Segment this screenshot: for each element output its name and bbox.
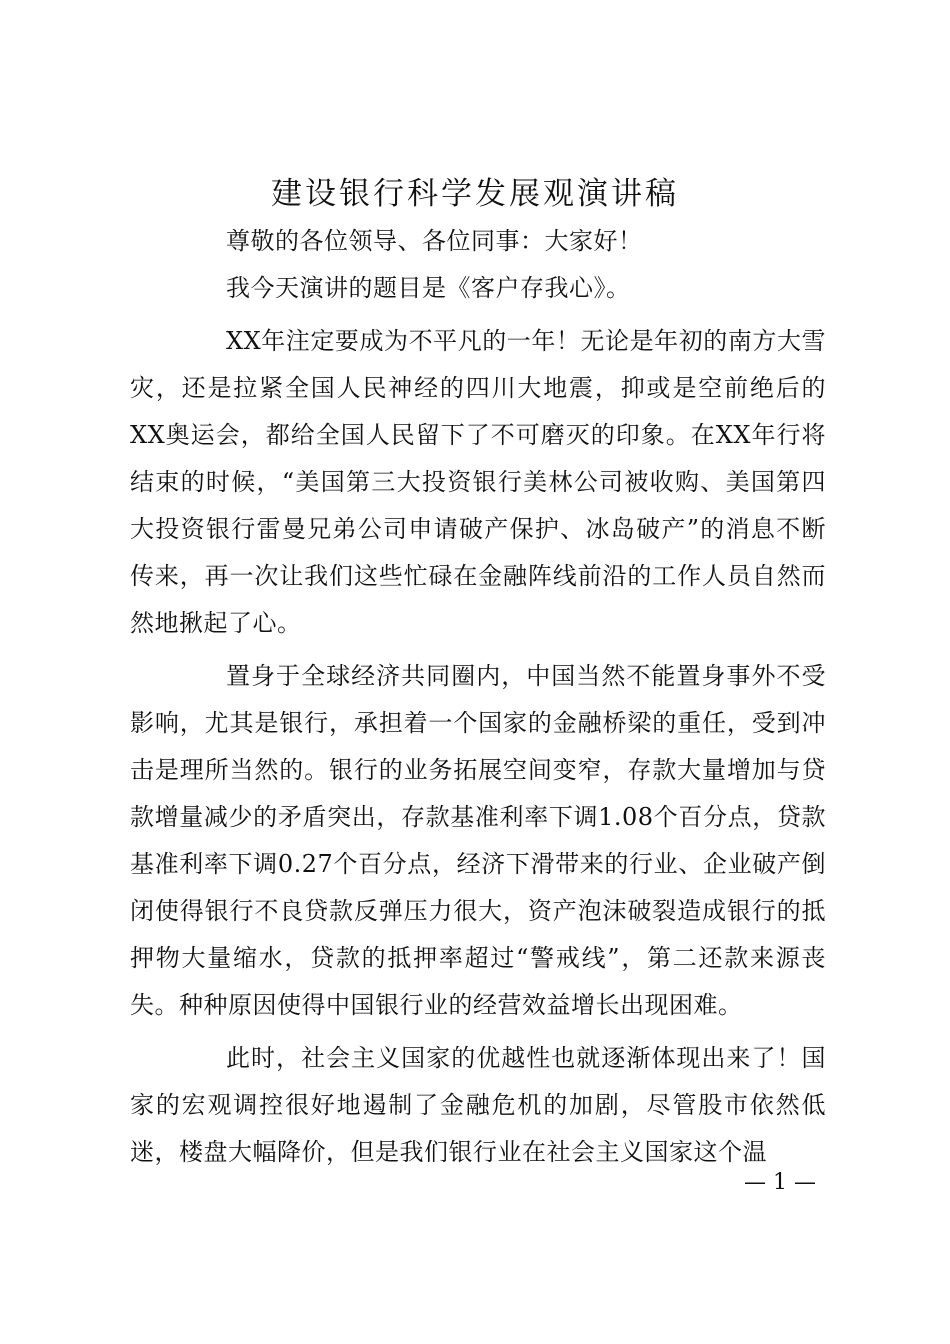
- document-body: [130, 218, 826, 1176]
- paragraph: 置身于全球经济共同圈内，中国当然不能置身事外不受影响，尤其是银行，承担着一个国家的金融桥梁的重任，受到冲击是理所当然的。银行的业务拓展空间变窄，存款大量增加与贷款增量减少的矛盾突出，存款基准利率下调1.08个百分点，贷款基准利率下调0.27个百分点，经济下滑带来的行业、企业破产倒闭使得银行不良贷款反弹压力很大，资产泡沫破裂造成银行的抵押物大量缩水，贷款的抵押率超过“警戒线”，第二还款来源丧失。种种原因使得中国银行业的经营效益增长出现困难。: [130, 662, 826, 1019]
- paragraph-greeting: 尊敬的各位领导、各位同事：大家好！: [226, 227, 643, 255]
- page-number: — 1 —: [744, 1170, 816, 1195]
- paragraph: XX年注定要成为不平凡的一年！无论是年初的南方大雪灾，还是拉紧全国人民神经的四川大地震，抑或是空前绝后的XX奥运会，都给全国人民留下了不可磨灭的印象。在XX年行将结束的时候，“美国第三大投资银行美林公司被收购、美国第四大投资银行雷曼兄弟公司申请破产保护、冰岛破产”的消息不断传来，再一次让我们这些忙碌在金融阵线前沿的工作人员自然而然地揪起了心。: [130, 327, 826, 637]
- document-title: 建设银行科学发展观演讲稿: [271, 176, 679, 212]
- paragraph-topic: 我今天演讲的题目是《客户存我心》。: [226, 274, 631, 302]
- paragraph: 此时，社会主义国家的优越性也就逐渐体现出来了！国家的宏观调控很好地遏制了金融危机的加剧，尽管股市依然低迷，楼盘大幅降价，但是我们银行业在社会主义国家这个温: [130, 1044, 826, 1166]
